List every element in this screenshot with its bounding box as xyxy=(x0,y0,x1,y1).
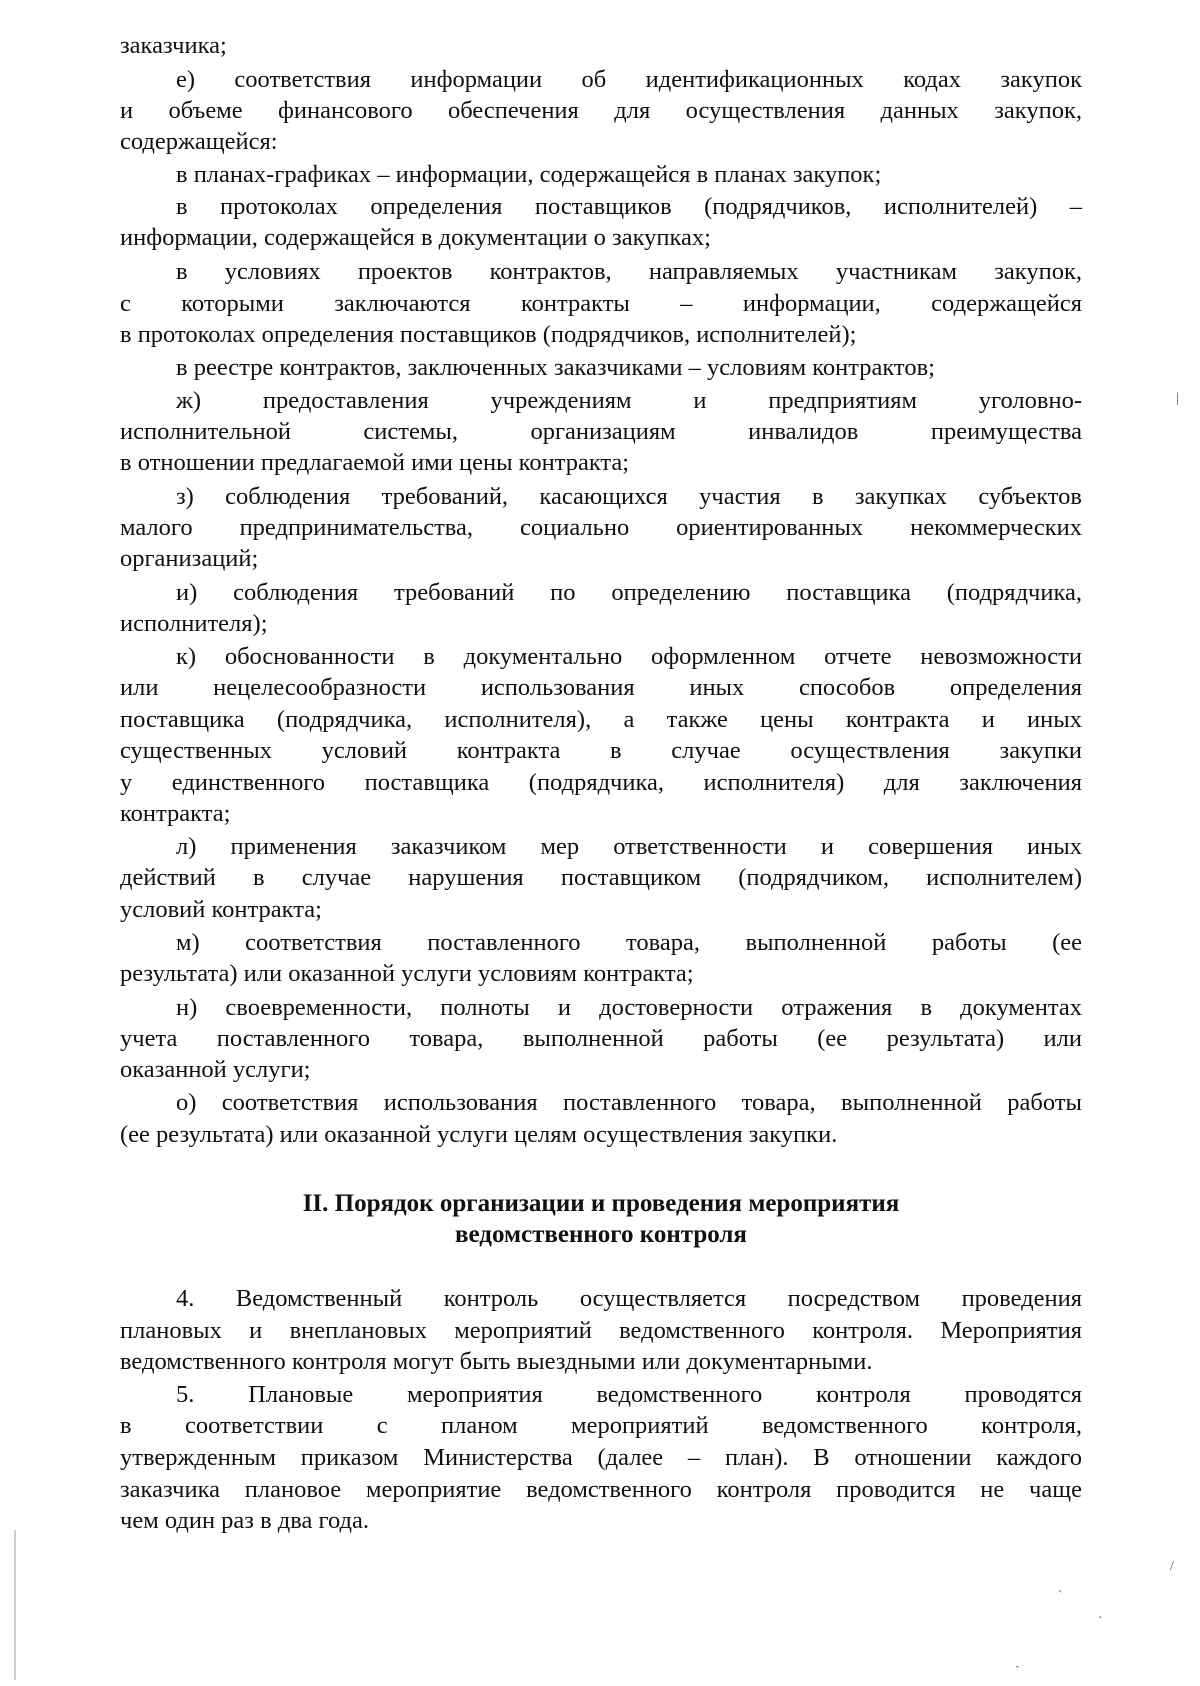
text-line: утвержденным приказом Министерства (далее – план). В отношении каждого xyxy=(120,1444,1082,1471)
scan-speck: / xyxy=(1170,1559,1174,1574)
text-line: учета поставленного товара, выполненной работы (ее результата) или xyxy=(120,1025,1082,1052)
text-line: или нецелесообразности использования иных способов определения xyxy=(120,674,1082,701)
text-line: результата) или оказанной услуги условиям контракта; xyxy=(120,960,694,987)
text-line: существенных условий контракта в случае осуществления закупки xyxy=(120,737,1082,764)
text-line: заказчика; xyxy=(120,32,227,59)
list-item-z: з) соблюдения требований, касающихся участия в закупках субъектов xyxy=(176,483,1082,510)
text-line: в реестре контрактов, заключенных заказчиками – условиям контрактов; xyxy=(176,354,935,381)
text-line: оказанной услуги; xyxy=(120,1056,311,1083)
list-item-o: о) соответствия использования поставленного товара, выполненной работы xyxy=(176,1089,1082,1116)
list-item-l: л) применения заказчиком мер ответственности и совершения иных xyxy=(176,833,1082,860)
list-item-zh: ж) предоставления учреждениям и предприятиям уголовно- xyxy=(176,387,1082,414)
text-line: в планах-графиках – информации, содержащейся в планах закупок; xyxy=(176,161,882,188)
text-line: у единственного поставщика (подрядчика, исполнителя) для заключения xyxy=(120,769,1082,796)
text-line: условий контракта; xyxy=(120,896,322,923)
paragraph-5: 5. Плановые мероприятия ведомственного контроля проводятся xyxy=(176,1381,1082,1408)
list-item-i: и) соблюдения требований по определению поставщика (подрядчика, xyxy=(176,579,1082,606)
text-line: с которыми заключаются контракты – информации, содержащейся xyxy=(120,290,1082,317)
text-line: в соответствии с планом мероприятий ведомственного контроля, xyxy=(120,1412,1082,1439)
list-item-e: е) соответствия информации об идентификационных кодах закупок xyxy=(176,66,1082,93)
text-line: (ее результата) или оказанной услуги целям осуществления закупки. xyxy=(120,1121,838,1148)
scan-speck: | xyxy=(1176,391,1179,406)
text-line: поставщика (подрядчика, исполнителя), а также цены контракта и иных xyxy=(120,706,1082,733)
text-line: в условиях проектов контрактов, направляемых участникам закупок, xyxy=(176,258,1082,285)
text-line: заказчика плановое мероприятие ведомственного контроля проводится не чаще xyxy=(120,1476,1082,1503)
section-heading: II. Порядок организации и проведения мероприятия xyxy=(302,1190,900,1217)
text-line: содержащейся: xyxy=(120,128,278,155)
list-item-n: н) своевременности, полноты и достоверности отражения в документах xyxy=(176,994,1082,1021)
text-line: организаций; xyxy=(120,545,259,572)
section-heading: ведомственного контроля xyxy=(455,1221,747,1248)
text-line: исполнительной системы, организациям инвалидов преимущества xyxy=(120,418,1082,445)
scan-edge-line xyxy=(14,1530,16,1680)
text-line: плановых и внеплановых мероприятий ведомственного контроля. Мероприятия xyxy=(120,1317,1082,1344)
list-item-k: к) обоснованности в документально оформленном отчете невозможности xyxy=(176,643,1082,670)
text-line: ведомственного контроля могут быть выездными или документарными. xyxy=(120,1348,873,1375)
text-line: малого предпринимательства, социально ориентированных некоммерческих xyxy=(120,514,1082,541)
scan-speck: ˎ xyxy=(1015,1654,1020,1669)
text-line: в протоколах определения поставщиков (подрядчиков, исполнителей) – xyxy=(176,193,1082,220)
text-line: информации, содержащейся в документации о закупках; xyxy=(120,224,711,251)
scan-speck: ˋ xyxy=(1058,1589,1063,1604)
text-line: чем один раз в два года. xyxy=(120,1507,369,1534)
text-line: и объеме финансового обеспечения для осуществления данных закупок, xyxy=(120,97,1082,124)
text-line: в протоколах определения поставщиков (подрядчиков, исполнителей); xyxy=(120,321,857,348)
text-line: в отношении предлагаемой ими цены контракта; xyxy=(120,449,630,476)
text-line: действий в случае нарушения поставщиком (подрядчиком, исполнителем) xyxy=(120,864,1082,891)
text-line: контракта; xyxy=(120,800,231,827)
scan-speck: · xyxy=(1098,1611,1103,1626)
text-line: исполнителя); xyxy=(120,610,268,637)
list-item-m: м) соответствия поставленного товара, выполненной работы (ее xyxy=(176,929,1082,956)
paragraph-4: 4. Ведомственный контроль осуществляется посредством проведения xyxy=(176,1285,1082,1312)
